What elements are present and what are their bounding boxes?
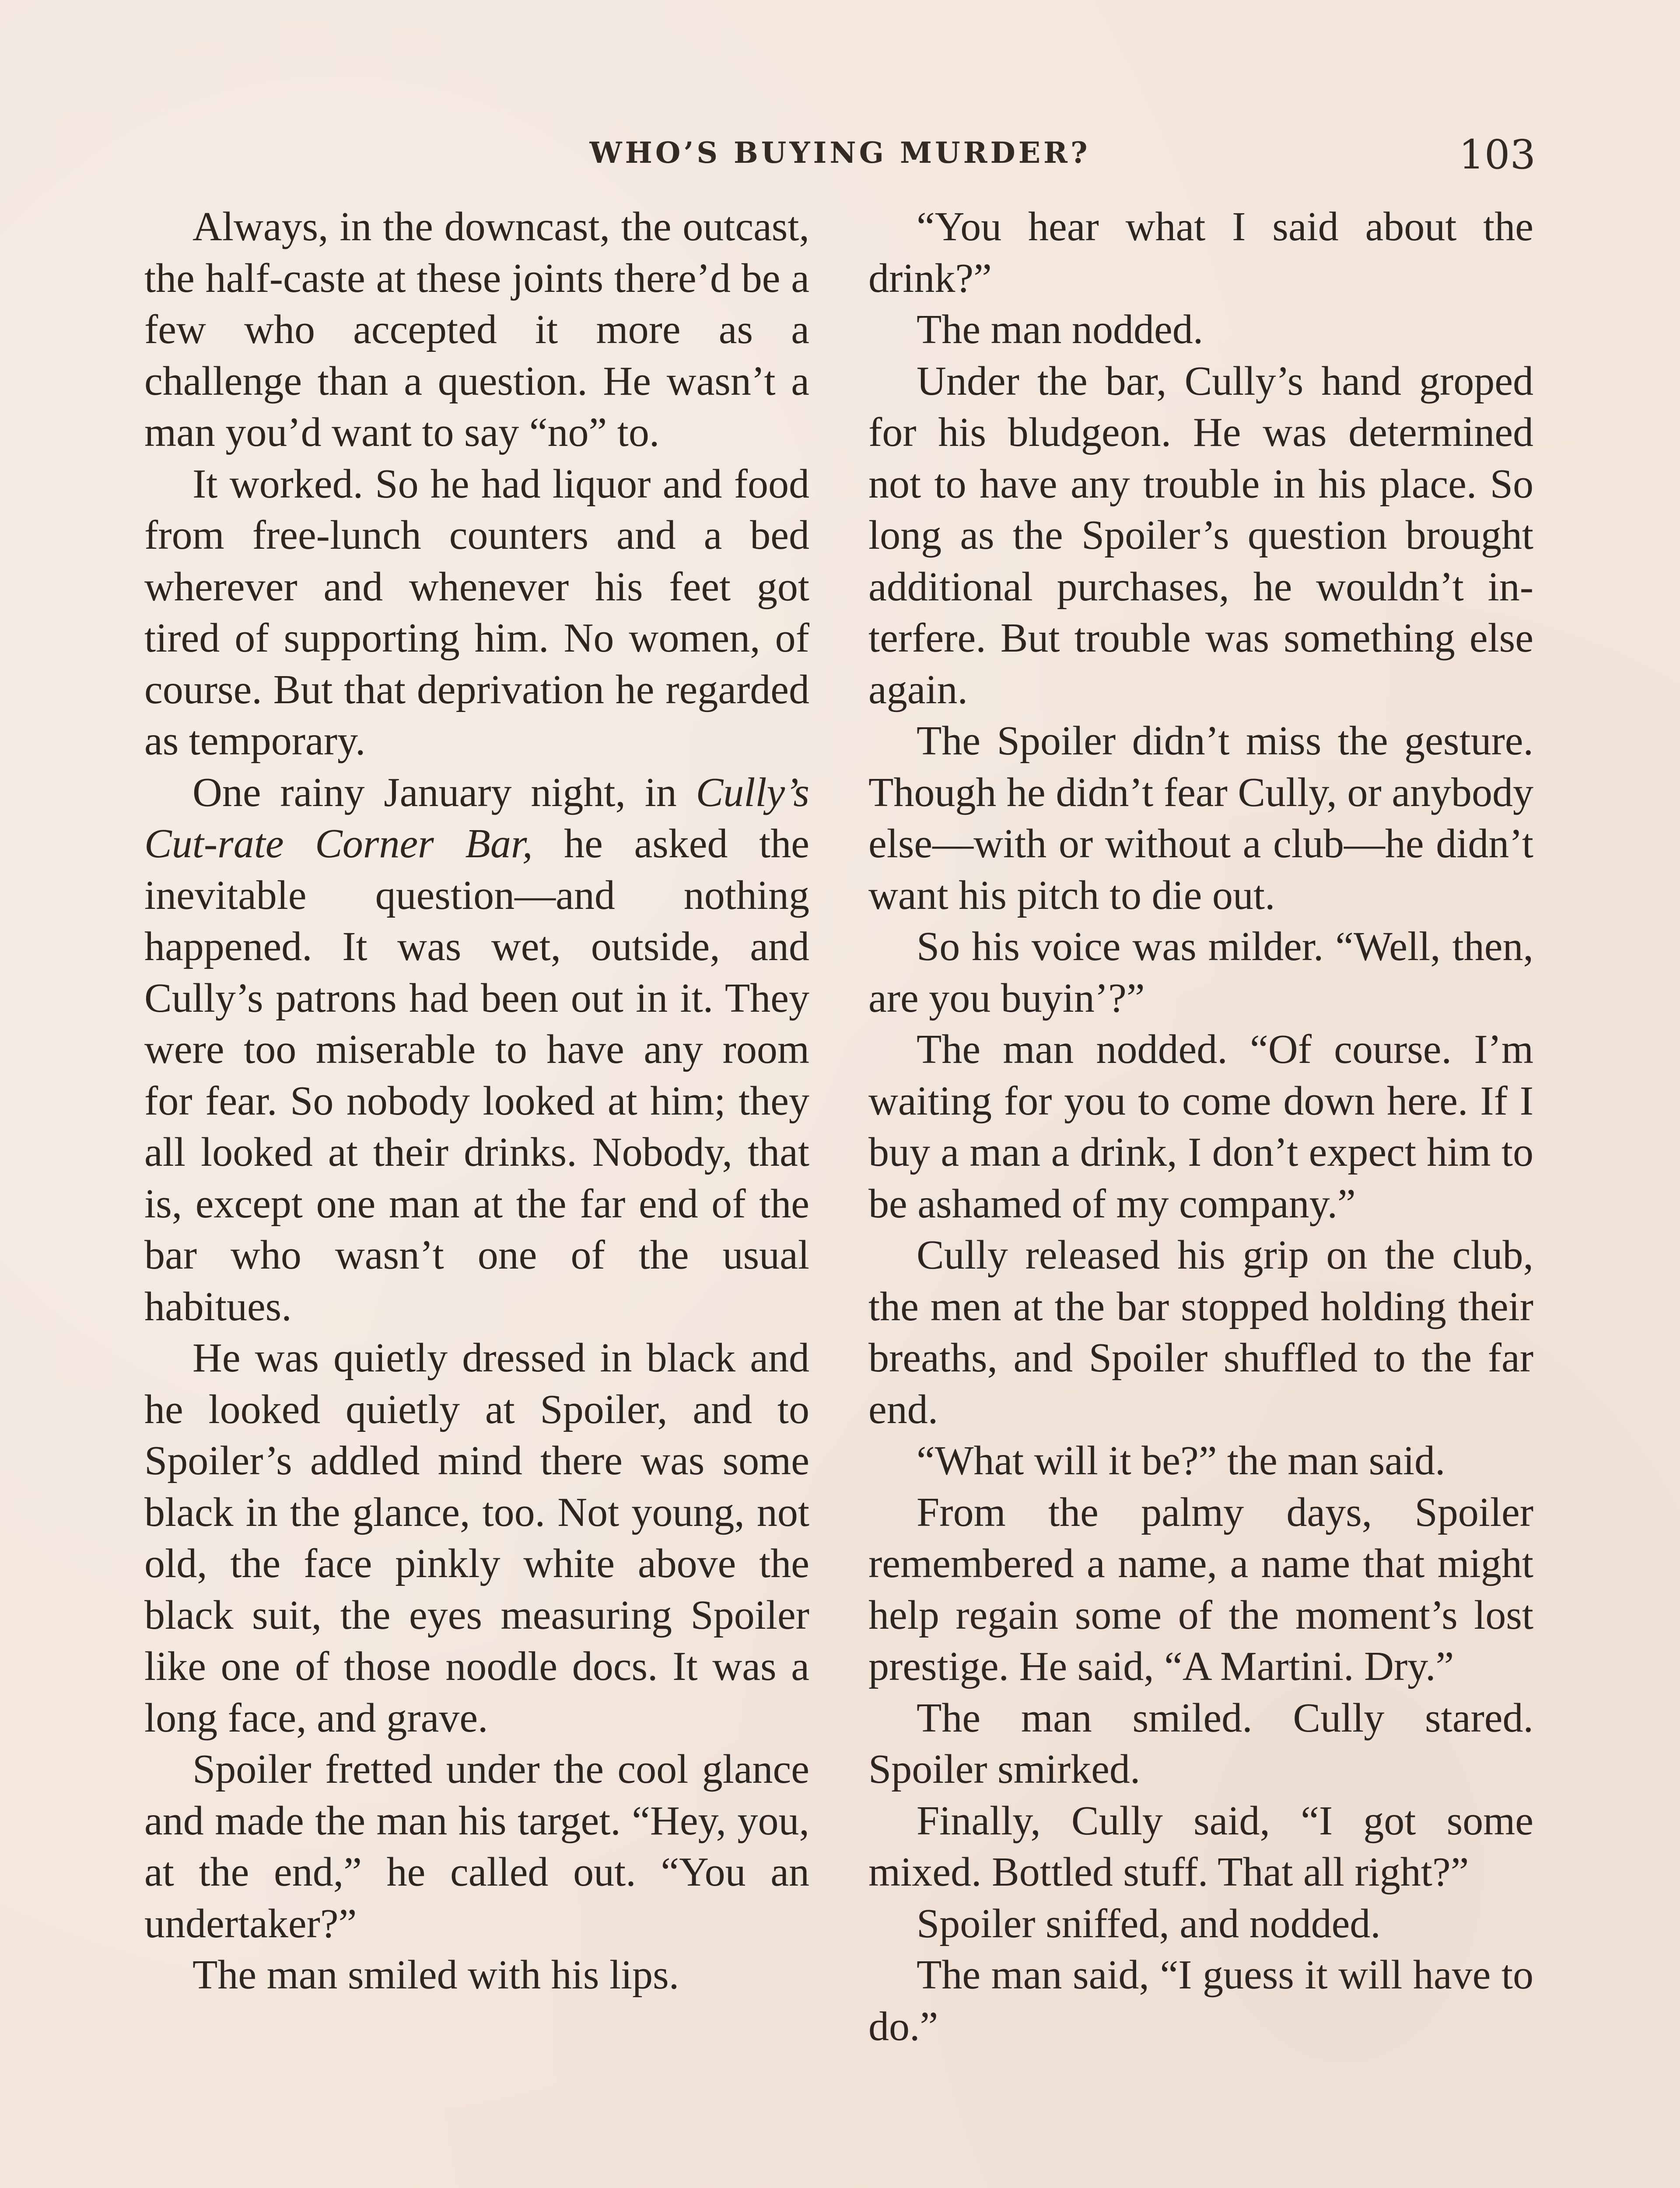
paragraph: “What will it be?” the man said. [917, 1438, 1446, 1483]
paragraph: The man smiled. Cully stared. Spoiler smirked. [868, 1695, 1533, 1792]
running-title: WHO’S BUYING MURDER? [589, 136, 1091, 170]
paragraph: The man nodded. [917, 307, 1204, 352]
paragraph: Spoiler fretted under the cool glance and made the man his target. “Hey, you, at the end,” he called out. “You an undertaker?” [144, 1746, 809, 1946]
right-column [868, 201, 1533, 2052]
paragraph: It worked. So he had liquor and food from free-lunch counters and a bed wherever and whenever his feet got tired of supporting him. No women, of course. But that deprivation he regarded as temporary. [144, 461, 809, 764]
paragraph-text: One rainy January night, in [192, 769, 696, 815]
paragraph: Finally, Cully said, “I got some mixed. Bottled stuff. That all right?” [868, 1798, 1533, 1895]
paragraph: From the palmy days, Spoiler remembered a name, a name that might help regain some of the moment’s lost prestige. He said, “A Martini. Dry.” [868, 1489, 1533, 1689]
paragraph: The man smiled with his lips. [192, 1952, 679, 1998]
paragraph: Always, in the downcast, the outcast, the half-caste at these joints there’d be a few who accepted it more as a challenge than a question. He wasn’t a man you’d want to say “no” to. [144, 204, 809, 455]
paragraph: Spoiler sniffed, and nodded. [917, 1900, 1381, 1946]
page-number: 103 [1459, 131, 1536, 178]
paragraph-text: he asked the inevitable question—and nothing happened. It was wet, outside, and Cully’s patrons had been out in it. They were too miserable to have any room for fear. So nobody looked at him; they all looked at their drinks. Nobody, that is, except one man at the far end of the bar who wasn’t one of the usual habitues. [144, 821, 809, 1329]
paragraph [144, 767, 809, 1333]
paragraph: Cully released his grip on the club, the men at the bar stopped holding their breaths, and Spoiler shuffled to the far end. [868, 1232, 1533, 1432]
paragraph: So his voice was milder. “Well, then, are you buyin’?” [868, 924, 1533, 1021]
running-head [144, 131, 1536, 184]
bar-name-italic: Cully’s Cut-rate Corner Bar, [144, 769, 809, 866]
paragraph: The man said, “I guess it will have to do.” [868, 1952, 1533, 2049]
paragraph: He was quietly dressed in black and he looked quietly at Spoiler, and to Spoiler’s addled mind there was some black in the glance, too. Not young, not old, the face pinkly white above the black suit, the eyes measuring Spoiler like one of those noodle docs. It was a long face, and grave. [144, 1335, 809, 1741]
left-column [144, 201, 809, 2001]
paragraph: The man nodded. “Of course. I’m waiting for you to come down here. If I buy a man a drink, I don’t expect him to be ashamed of my company.” [868, 1027, 1533, 1227]
paragraph: “You hear what I said about the drink?” [868, 204, 1533, 301]
paragraph: Under the bar, Cully’s hand groped for his bludgeon. He was determined not to have any trouble in his place. So long as the Spoiler’s question brought additional purchases, he wouldn’t interfere. But trouble was something else again. [868, 358, 1533, 712]
paragraph: The Spoiler didn’t miss the gesture. Though he didn’t fear Cully, or anybody else—with or without a club—he didn’t want his pitch to die out. [868, 718, 1533, 918]
